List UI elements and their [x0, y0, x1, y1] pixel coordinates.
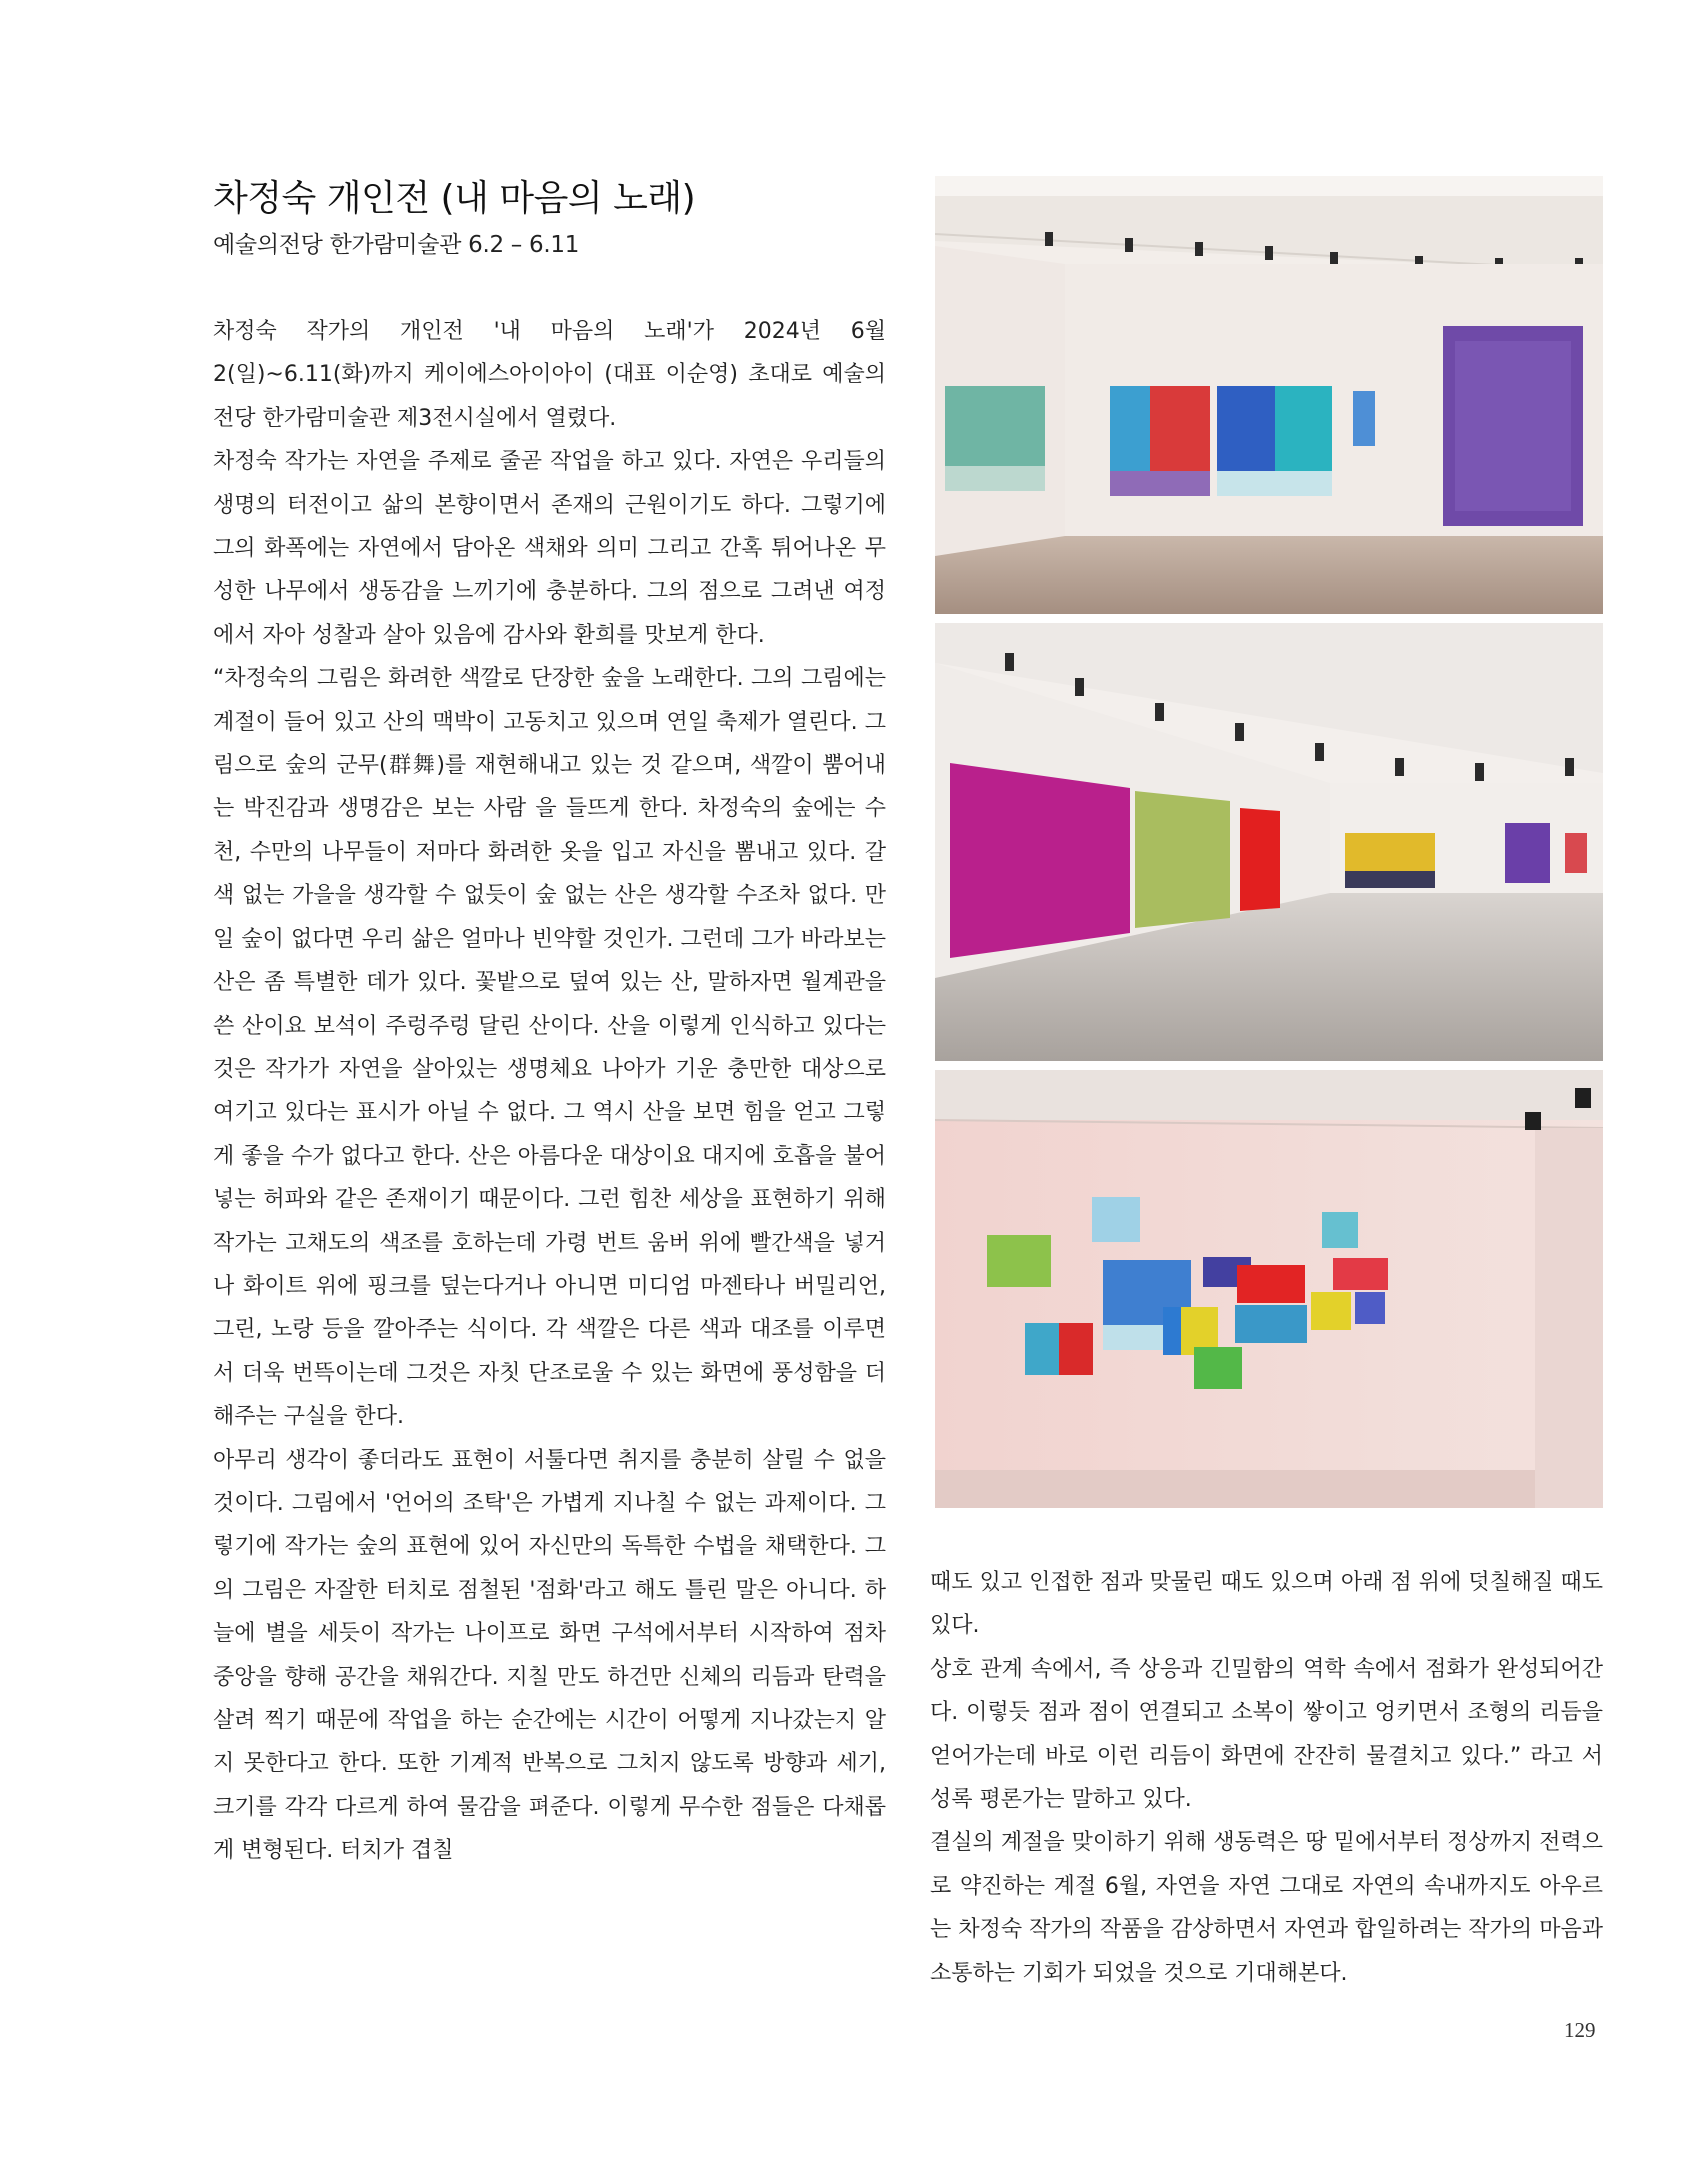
right-column — [930, 1561, 1603, 1995]
paragraph: 상호 관계 속에서, 즉 상응과 긴밀함의 역학 속에서 점화가 완성되어간다. 이렇듯 점과 점이 연결되고 소복이 쌓이고 엉키면서 조형의 리듬을 얻어가는데 바로 이런 리듬이 화면에 잔잔히 물결치고 있다.” 라고 서성록 평론가는 말하고 있다. — [930, 1656, 1603, 1813]
article-subtitle: 예술의전당 한가람미술관 6.2 – 6.11 — [213, 232, 580, 258]
paragraph: 아무리 생각이 좋더라도 표현이 서툴다면 취지를 충분히 살릴 수 없을 것이다. 그림에서 '언어의 조탁'은 가볍게 지나칠 수 없는 과제이다. 그렇기에 작가는 숲의 표현에 있어 자신만의 독특한 수법을 채택한다. 그의 그림은 자잘한 터치로 점철된 '점화'라고 해도 틀린 말은 아니다. 하늘에 별을 세듯이 작가는 나이프로 화면 구석에서부터 시작하여 점차 중앙을 향해 공간을 채워간다. 지칠 만도 하건만 신체의 리듬과 탄력을 살려 찍기 때문에 작업을 하는 순간에는 시간이 어떻게 지나갔는지 알지 못한다고 한다. 또한 기계적 반복으로 그치지 않도록 방향과 세기, 크기를 각각 다르게 하여 물감을 펴준다. 이렇게 무수한 점들은 다채롭게 변형된다. 터치가 겹칠 — [213, 1447, 886, 1864]
gallery-photo-2-image — [935, 623, 1603, 1061]
article-title: 차정숙 개인전 (내 마음의 노래) — [213, 178, 696, 219]
gallery-photo-1-image — [935, 176, 1603, 614]
paragraph: 결실의 계절을 맞이하기 위해 생동력은 땅 밑에서부터 정상까지 전력으로 약진하는 계절 6월, 자연을 자연 그대로 자연의 속내까지도 아우르는 차정숙 작가의 작품을 감상하면서 자연과 합일하려는 작가의 마음과 소통하는 기회가 되었을 것으로 기대해본다. — [930, 1830, 1603, 1986]
paragraph: 차정숙 작가의 개인전 '내 마음의 노래'가 2024년 6월 2(일)~6.11(화)까지 케이에스아이아이 (대표 이순영) 초대로 예술의전당 한가람미술관 제3전시실에서 열렸다. — [213, 319, 886, 431]
paragraph: “차정숙의 그림은 화려한 색깔로 단장한 숲을 노래한다. 그의 그림에는 계절이 들어 있고 산의 맥박이 고동치고 있으며 연일 축제가 열린다. 그림으로 숲의 군무(群舞)를 재현해내고 있는 것 같으며, 색깔이 뿜어내는 박진감과 생명감은 보는 사람 을 들뜨게 한다. 차정숙의 숲에는 수천, 수만의 나무들이 저마다 화려한 옷을 입고 자신을 뽐내고 있다. 갈색 없는 가을을 생각할 수 없듯이 숲 없는 산은 생각할 수조차 없다. 만일 숲이 없다면 우리 삶은 얼마나 빈약할 것인가. 그런데 그가 바라보는 산은 좀 특별한 데가 있다. 꽃밭으로 덮여 있는 산, 말하자면 월계관을 쓴 산이요 보석이 주렁주렁 달린 산이다. 산을 이렇게 인식하고 있다는 것은 작가가 자연을 살아있는 생명체요 나아가 기운 충만한 대상으로 여기고 있다는 표시가 아닐 수 없다. 그 역시 산을 보면 힘을 얻고 그렇게 좋을 수가 없다고 한다. 산은 아름다운 대상이요 대지에 호흡을 불어넣는 허파와 같은 존재이기 때문이다. 그런 힘찬 세상을 표현하기 위해 작가는 고채도의 색조를 호하는데 가령 번트 움버 위에 빨간색을 넣거나 화이트 위에 핑크를 덮는다거나 아니면 미디엄 마젠타나 버밀리언, 그린, 노랑 등을 깔아주는 식이다. 각 색깔은 다른 색과 대조를 이루면서 더욱 번뜩이는데 그것은 자칫 단조로울 수 있는 화면에 풍성함을 더해주는 구실을 한다. — [213, 666, 886, 1430]
page-number: 129 — [1564, 2018, 1596, 2042]
gallery-photo-2 — [935, 623, 1603, 1061]
gallery-photo-1 — [935, 176, 1603, 614]
left-column — [213, 310, 886, 1873]
gallery-photo-3 — [935, 1070, 1603, 1508]
paragraph: 때도 있고 인접한 점과 맞물린 때도 있으며 아래 점 위에 덧칠해질 때도 있다. — [930, 1570, 1603, 1639]
gallery-photo-3-image — [935, 1070, 1603, 1508]
paragraph: 차정숙 작가는 자연을 주제로 줄곧 작업을 하고 있다. 자연은 우리들의 생명의 터전이고 삶의 본향이면서 존재의 근원이기도 하다. 그렇기에 그의 화폭에는 자연에서 담아온 색채와 의미 그리고 간혹 튀어나온 무성한 나무에서 생동감을 느끼기에 충분하다. 그의 점으로 그려낸 여정에서 자아 성찰과 살아 있음에 감사와 환희를 맛보게 한다. — [213, 449, 886, 648]
